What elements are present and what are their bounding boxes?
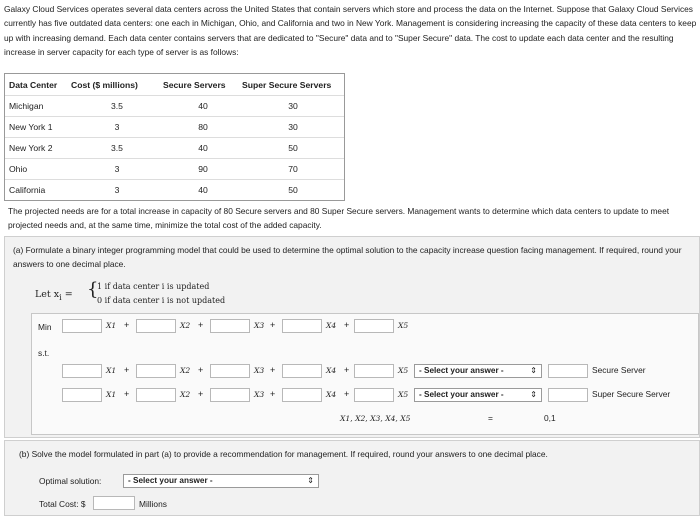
plus-sign: +	[198, 389, 204, 399]
plus-sign: +	[270, 365, 276, 375]
c2-relation-select[interactable]	[414, 388, 542, 402]
c1-coef-x1[interactable]	[62, 364, 102, 378]
plus-sign: +	[198, 365, 204, 375]
domain-equals: =	[488, 413, 493, 423]
cell-super: 50	[288, 185, 298, 195]
cell-center: Michigan	[9, 101, 44, 111]
var-x5: X5	[398, 321, 409, 330]
cell-cost: 3	[114, 122, 120, 132]
obj-coef-x2[interactable]	[136, 319, 176, 333]
def-not-updated: 0 if data center i is not updated	[97, 296, 226, 305]
cell-cost: 3	[114, 164, 120, 174]
cell-secure: 80	[198, 122, 208, 132]
table-row	[5, 179, 344, 201]
var-x1: X1	[106, 321, 117, 330]
c1-relation-select[interactable]	[414, 364, 542, 378]
plus-sign: +	[270, 320, 276, 330]
var-x2: X2	[180, 366, 191, 375]
cell-secure: 40	[198, 143, 208, 153]
plus-sign: +	[198, 320, 204, 330]
cell-super: 30	[288, 122, 298, 132]
header-super-secure: Super Secure Servers	[242, 80, 332, 90]
projected-needs-text: The projected needs are for a total increase in capacity of 80 Secure servers and 80 Super Secure servers. Management wants to determine which data centers to update to meet projected needs and, at the same time, minimize the total cost of the added capacity.	[8, 206, 670, 230]
plus-sign: +	[124, 320, 130, 330]
min-label: Min	[38, 322, 52, 332]
var-x2: X2	[180, 390, 191, 399]
header-cost: Cost ($ millions)	[71, 80, 138, 90]
part-a-prompt: (a) Formulate a binary integer programming model that could be used to determine the optimal solution to the capacity increase question facing management. If required, round your answers to one decimal place.	[13, 245, 682, 269]
cell-super: 50	[288, 143, 298, 153]
table-row	[5, 158, 344, 180]
def-updated: 1 if data center i is updated	[97, 282, 210, 291]
part-a-section	[4, 236, 700, 438]
total-cost-label: Total Cost: $	[39, 499, 86, 509]
data-center-table	[4, 73, 345, 201]
var-x5: X5	[398, 366, 409, 375]
cell-cost: 3.5	[111, 143, 123, 153]
cell-center: California	[9, 185, 46, 195]
obj-coef-x3[interactable]	[210, 319, 250, 333]
plus-sign: +	[344, 389, 350, 399]
total-cost-input[interactable]	[93, 496, 135, 510]
table-row	[5, 116, 344, 138]
part-b-prompt: (b) Solve the model formulated in part (a) to provide a recommendation for management. If required, round your answers to one decimal place.	[19, 449, 548, 459]
domain-vars: X1, X2, X3, X4, X5	[340, 414, 411, 423]
c2-coef-x5[interactable]	[354, 388, 394, 402]
problem-intro: Galaxy Cloud Services operates several data centers across the United States that contain servers which store and process the data on the Internet. Suppose that Galaxy Cloud Services currently has five outdated data centers: one each in Michigan, Ohio, and California and two in New York. Management is considering increasing the capacity of these data centers to keep up with increasing demand. Each data center contains servers that are dedicated to "Secure" data and to "Super Secure" data. The cost to update each data center and the resulting increase in server capacity for each type of server is as follows:	[4, 4, 697, 58]
st-label: s.t.	[38, 348, 50, 358]
obj-coef-x1[interactable]	[62, 319, 102, 333]
var-x4: X4	[326, 321, 337, 330]
var-x1: X1	[106, 390, 117, 399]
optimal-solution-select[interactable]	[123, 474, 319, 488]
c1-coef-x2[interactable]	[136, 364, 176, 378]
var-x5: X5	[398, 390, 409, 399]
cell-secure: 40	[198, 185, 208, 195]
var-x3: X3	[254, 390, 265, 399]
var-x4: X4	[326, 366, 337, 375]
var-x1: X1	[106, 366, 117, 375]
c1-coef-x4[interactable]	[282, 364, 322, 378]
c1-relation-text: - Select your answer -	[419, 366, 504, 375]
cost-unit: Millions	[139, 499, 167, 509]
optimal-label: Optimal solution:	[39, 476, 102, 486]
let-label: Let x	[35, 289, 60, 300]
plus-sign: +	[344, 320, 350, 330]
brace-icon: {	[87, 279, 99, 300]
cell-center: New York 2	[9, 143, 53, 153]
c2-rhs-input[interactable]	[548, 388, 588, 402]
cell-super: 30	[288, 101, 298, 111]
var-x2: X2	[180, 321, 191, 330]
cell-center: Ohio	[9, 164, 28, 174]
select-arrows-icon: ⇕	[307, 476, 314, 485]
table-row	[5, 95, 344, 117]
cell-secure: 40	[198, 101, 208, 111]
cell-cost: 3.5	[111, 101, 123, 111]
c1-coef-x5[interactable]	[354, 364, 394, 378]
plus-sign: +	[270, 389, 276, 399]
let-subscript: i	[59, 292, 62, 302]
header-secure: Secure Servers	[163, 80, 226, 90]
table-header	[5, 74, 344, 95]
header-data-center: Data Center	[9, 80, 58, 90]
c1-label: Secure Server	[592, 365, 646, 375]
c2-relation-text: - Select your answer -	[419, 390, 504, 399]
c2-label: Super Secure Server	[592, 389, 671, 399]
optimal-select-text: - Select your answer -	[128, 476, 213, 485]
select-arrows-icon: ⇕	[530, 366, 537, 375]
cell-center: New York 1	[9, 122, 53, 132]
let-definition: Let $x_i$ =	[35, 289, 73, 302]
c1-rhs-input[interactable]	[548, 364, 588, 378]
plus-sign: +	[344, 365, 350, 375]
part-b-section	[4, 440, 700, 516]
c2-coef-x1[interactable]	[62, 388, 102, 402]
var-x4: X4	[326, 390, 337, 399]
plus-sign: +	[124, 365, 130, 375]
select-arrows-icon: ⇕	[530, 390, 537, 399]
cell-cost: 3	[114, 185, 120, 195]
c2-coef-x4[interactable]	[282, 388, 322, 402]
cell-secure: 90	[198, 164, 208, 174]
var-x3: X3	[254, 321, 265, 330]
model-panel	[31, 313, 699, 435]
obj-coef-x5[interactable]	[354, 319, 394, 333]
var-x3: X3	[254, 366, 265, 375]
table-row	[5, 137, 344, 159]
plus-sign: +	[124, 389, 130, 399]
c1-coef-x3[interactable]	[210, 364, 250, 378]
cell-super: 70	[288, 164, 298, 174]
obj-coef-x4[interactable]	[282, 319, 322, 333]
c2-coef-x2[interactable]	[136, 388, 176, 402]
c2-coef-x3[interactable]	[210, 388, 250, 402]
domain-set: 0,1	[544, 413, 556, 423]
